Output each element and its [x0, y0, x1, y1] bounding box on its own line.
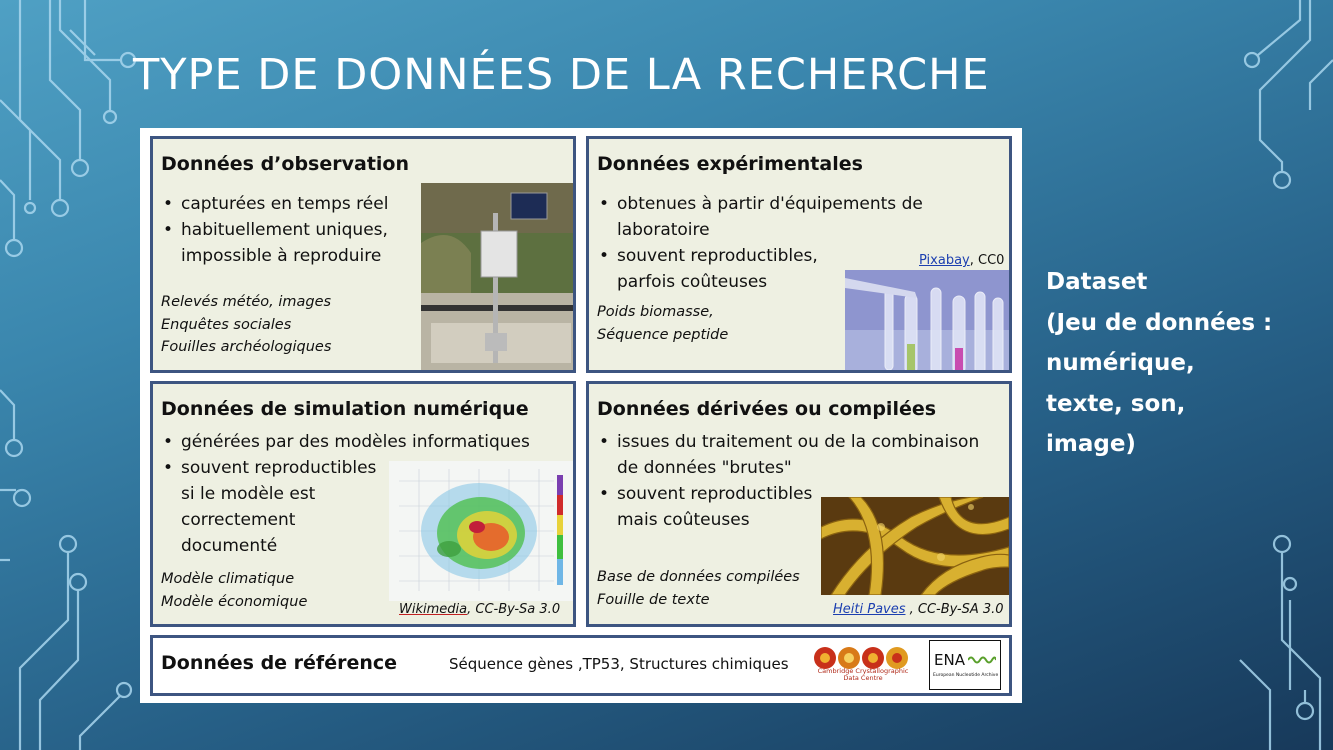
credit-link[interactable]: Heiti Paves: [833, 602, 906, 617]
data-types-panel: [140, 128, 1022, 703]
examples-text: Modèle climatique Modèle économique: [161, 571, 308, 610]
climate-simulation-map: [389, 461, 573, 601]
cell-title: Données dérivées ou compilées: [597, 398, 937, 420]
cell-reference: [150, 635, 1012, 696]
ena-logo-subtext: European Nucleotide Archive: [933, 673, 999, 678]
bullet: • habituellement uniques, impossible à reproduire: [159, 217, 388, 269]
ena-logo-text: ENA: [934, 651, 965, 669]
cell-simulation: [150, 381, 576, 627]
credit-license: , CC-By-Sa 3.0: [467, 602, 561, 617]
bullet: • obtenues à partir d'équipements de laboratoire: [595, 191, 923, 243]
examples-text: Base de données compilées Fouille de texte: [597, 569, 800, 608]
credit-link[interactable]: Wikimedia: [399, 602, 468, 617]
bullet: • souvent reproductibles mais coûteuses: [595, 481, 979, 533]
cell-title: Données expérimentales: [597, 153, 863, 175]
credit-license: , CC0: [969, 253, 1005, 268]
image-credit: [399, 602, 560, 617]
reference-examples: Séquence gènes ,TP53, Structures chimiques: [449, 655, 789, 673]
slide-title: TYPE DE DONNÉES DE LA RECHERCHE: [133, 50, 990, 100]
test-tubes-photo: [845, 270, 1009, 373]
weather-station-photo: [421, 183, 573, 373]
bullet-list: [159, 191, 388, 269]
credit-license: , CC-By-SA 3.0: [905, 602, 1004, 617]
examples-text: Relevés météo, images Enquêtes sociales Fouilles archéologiques: [161, 294, 332, 355]
bullet: • souvent reproductibles si le modèle est correctement documenté: [159, 455, 530, 559]
bullet: • souvent reproductibles, parfois coûteuses: [595, 243, 923, 295]
examples-text: Poids biomasse, Séquence peptide: [597, 304, 729, 343]
ccdc-logo-text: Cambridge Crystallographic Data Centre: [817, 667, 909, 682]
bullet: • issues du traitement ou de la combinaison de données "brutes": [595, 429, 979, 481]
cell-title: Données d’observation: [161, 153, 409, 175]
bullet: • capturées en temps réel: [159, 191, 388, 217]
dataset-description: Dataset (Jeu de données : numérique, texte, son, image): [1046, 269, 1273, 457]
image-credit: [919, 253, 1004, 268]
bullet: • générées par des modèles informatiques: [159, 429, 530, 455]
cell-experimental: [586, 136, 1012, 373]
bacteria-micrograph: [821, 497, 1009, 595]
cell-derived: [586, 381, 1012, 627]
ena-wave-icon: [968, 655, 996, 665]
cell-title: Données de référence: [161, 652, 398, 674]
cell-observation: [150, 136, 576, 373]
cell-title: Données de simulation numérique: [161, 398, 529, 420]
image-credit: [833, 602, 1004, 617]
ena-logo: [929, 640, 1001, 690]
credit-link[interactable]: Pixabay: [919, 253, 970, 268]
